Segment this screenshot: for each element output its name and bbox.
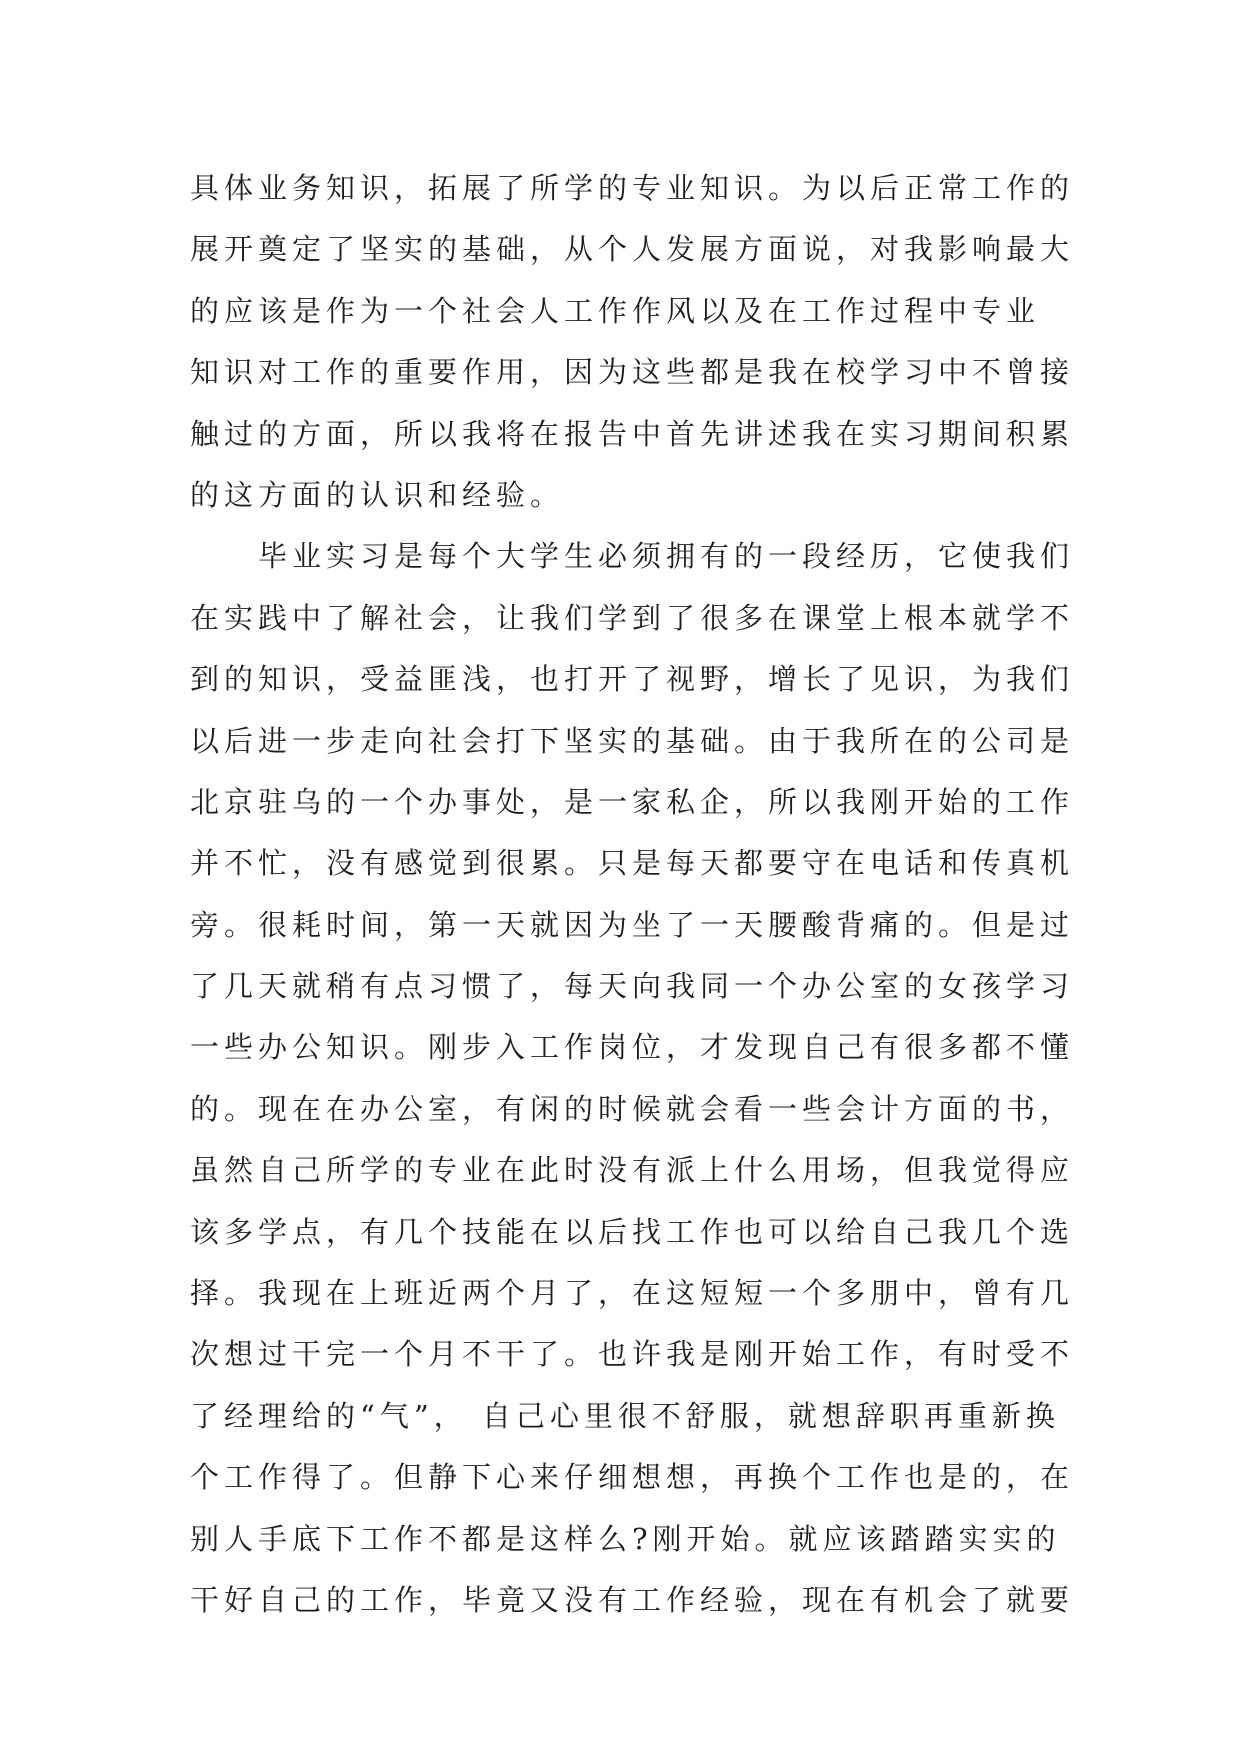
text-line: 虽然自己所学的专业在此时没有派上什么用场，但我觉得应 bbox=[190, 1153, 1075, 1188]
text-line: 触过的方面，所以我将在报告中首先讲述我在实习期间积累 bbox=[190, 416, 1075, 451]
text-line: 别人手底下工作不都是这样么?刚开始。就应该踏踏实实的 bbox=[190, 1521, 1061, 1556]
body-text bbox=[190, 158, 1075, 1631]
text-line: 到的知识，受益匪浅，也打开了视野，增长了见识，为我们 bbox=[190, 662, 1075, 697]
text-line: 展开奠定了坚实的基础，从个人发展方面说，对我影响最大 bbox=[190, 232, 1075, 267]
text-line: 以后进一步走向社会打下坚实的基础。由于我所在的公司是 bbox=[190, 723, 1075, 758]
text-line: 的。现在在办公室，有闲的时候就会看一些会计方面的书， bbox=[190, 1091, 1075, 1126]
text-line: 次想过干完一个月不干了。也许我是刚开始工作，有时受不 bbox=[190, 1337, 1075, 1372]
text-line: 一些办公知识。刚步入工作岗位，才发现自己有很多都不懂 bbox=[190, 1030, 1075, 1065]
text-line: 的应该是作为一个社会人工作作风以及在工作过程中专业 bbox=[190, 293, 1041, 328]
text-line: 了几天就稍有点习惯了，每天向我同一个办公室的女孩学习 bbox=[190, 969, 1075, 1004]
text-line: 并不忙，没有感觉到很累。只是每天都要守在电话和传真机 bbox=[190, 846, 1075, 881]
text-line: 具体业务知识，拓展了所学的专业知识。为以后正常工作的 bbox=[190, 171, 1075, 205]
text-line: 择。我现在上班近两个月了，在这短短一个多朋中，曾有几 bbox=[190, 1276, 1075, 1311]
text-line: 在实践中了解社会，让我们学到了很多在课堂上根本就学不 bbox=[190, 600, 1075, 635]
paragraph-first-line: 毕业实习是每个大学生必须拥有的一段经历，它使我们 bbox=[258, 539, 1075, 574]
text-line: 个工作得了。但静下心来仔细想想，再换个工作也是的，在 bbox=[190, 1460, 1075, 1495]
text-line: 了经理给的“气”， 自己心里很不舒服，就想辞职再重新换 bbox=[190, 1398, 1060, 1433]
text-line: 知识对工作的重要作用，因为这些都是我在校学习中不曾接 bbox=[190, 355, 1075, 390]
text-line: 旁。很耗时间，第一天就因为坐了一天腰酸背痛的。但是过 bbox=[190, 907, 1075, 942]
text-line: 北京驻乌的一个办事处，是一家私企，所以我刚开始的工作 bbox=[190, 784, 1075, 819]
text-line: 的这方面的认识和经验。 bbox=[190, 477, 565, 512]
text-line: 该多学点，有几个技能在以后找工作也可以给自己我几个选 bbox=[190, 1214, 1075, 1249]
text-line: 干好自己的工作，毕竟又没有工作经验，现在有机会了就要 bbox=[190, 1582, 1075, 1617]
